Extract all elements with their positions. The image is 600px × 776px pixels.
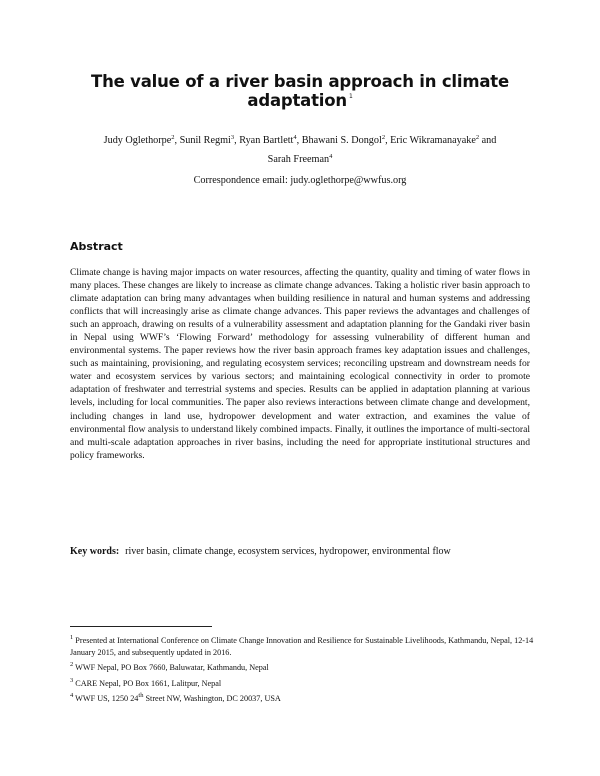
footnotes [70,632,540,705]
author: Bhawani S. Dongol$^2$, [301,134,391,146]
title-footnote-mark: 1 [348,93,353,100]
footnote-divider [70,626,212,627]
keywords-list: river basin, climate change, ecosystem services, hydropower, environmental flow [125,546,451,557]
footnote: $^1$ Presented at International Conference on Climate Change Innovation and Resilience for Sustainable Livelihoods, Kathmandu, Nepal, 12-14 January 2015, and subsequently updated in 2016. [70,634,534,658]
paper-title: The value of a river basin approach in climate adaptation $^1$ [91,72,509,110]
author: Ryan Bartlett$^4$, [239,134,302,146]
footnote: $^3$ CARE Nepal, PO Box 1661, Lalitpur, Nepal [70,676,222,688]
author-list [60,130,540,168]
abstract-text: Climate change is having major impacts on water resources, affecting the quantity, quality and timing of water flows in many places. These changes are likely to increase as climate change advances. Taking a holistic river basin approach to climate adaptation can bring many advantages when building resilience in natural and human systems and addressing conflicts that will increasingly arise as climate change advances. This paper reviews the advantages and challenges of such an approach, drawing on results of a vulnerability assessment and adaptation planning for the Gandaki river basin in Nepal using WWF’s ‘Flowing Forward’ methodology for assessing vulnerability of different human and environmental systems. The paper reviews how the river basin approach frames key adaptation issues and challenges, such as maintaining, provisioning, and regulating ecosystem services; reconciling upstream and downstream needs for water and ecosystem services by various sectors; and maintaining ecological connectivity in order to promote adaptation of freshwater and terrestrial systems and species. Results can be applied in adaptation planning at various levels, including for local communities. The paper also reviews interactions between climate change and development, including changes in land use, hydropower development and water extraction, and examines the value of environmental flow analysis to understand likely combined impacts. Finally, it outlines the importance of multi-sectoral and multi-scale adaptation approaches in river basins, including the need for appropriate institutional structures and policy frameworks. [70,267,530,461]
keywords [70,546,540,557]
author: Sarah Freeman$^4$ [267,153,333,165]
author: Judy Oglethorpe$^2$, [103,134,180,146]
author: Eric Wikramanayake$^2$ and [390,134,497,146]
correspondence-email: Correspondence email: judy.oglethorpe@wwfus.org [193,175,407,186]
footnote: $^4$ WWF US, 1250 24th Street NW, Washington, DC 20037, USA [70,691,281,703]
footnote: $^2$ WWF Nepal, PO Box 7660, Baluwatar, Kathmandu, Nepal [70,661,269,673]
keywords-label: Key words: [70,546,120,557]
author: Sunil Regmi$^3$, [179,134,240,146]
abstract-heading: Abstract [70,240,123,253]
